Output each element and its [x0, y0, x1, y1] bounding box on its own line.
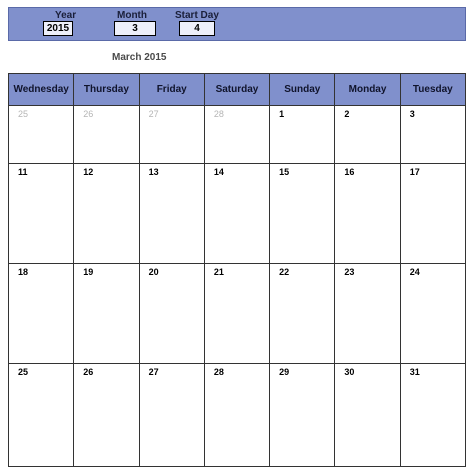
- weekday-header: Friday: [140, 74, 205, 105]
- day-number: 14: [213, 167, 224, 177]
- weekday-header: Saturday: [205, 74, 270, 105]
- day-number: 30: [344, 367, 355, 377]
- day-cell[interactable]: [9, 364, 74, 466]
- weekday-header-row: [9, 74, 465, 106]
- day-number: 27: [148, 367, 159, 377]
- day-number: 18: [18, 267, 29, 277]
- day-cell[interactable]: [205, 164, 270, 263]
- day-number: 23: [344, 267, 355, 277]
- day-number: 28: [213, 367, 224, 377]
- day-cell[interactable]: [401, 106, 465, 163]
- month-title: March 2015: [112, 52, 167, 63]
- day-number: 19: [83, 267, 94, 277]
- day-number: 1: [279, 109, 285, 119]
- day-cell[interactable]: [335, 106, 400, 163]
- weekday-header: Sunday: [270, 74, 335, 105]
- day-cell[interactable]: [401, 364, 465, 466]
- day-number: 31: [409, 367, 420, 377]
- day-cell[interactable]: [270, 364, 335, 466]
- day-cell[interactable]: [140, 264, 205, 363]
- weekday-header: Wednesday: [9, 74, 74, 105]
- day-cell[interactable]: [270, 164, 335, 263]
- day-cell[interactable]: [335, 164, 400, 263]
- day-number: 25: [18, 367, 29, 377]
- day-number: 29: [279, 367, 290, 377]
- day-number: 13: [148, 167, 159, 177]
- day-number: 21: [213, 267, 224, 277]
- day-number: 16: [344, 167, 355, 177]
- week-row: [9, 164, 465, 264]
- day-cell[interactable]: [205, 264, 270, 363]
- start-day-label: Start Day: [175, 10, 219, 21]
- day-number: 26: [83, 109, 94, 119]
- day-number: 26: [83, 367, 94, 377]
- day-cell[interactable]: [270, 106, 335, 163]
- day-number: 20: [148, 267, 159, 277]
- weekday-header: Tuesday: [412, 84, 453, 95]
- day-number: 3: [409, 109, 415, 119]
- day-cell[interactable]: [9, 164, 74, 263]
- day-number: 24: [409, 267, 420, 277]
- day-number: 28: [213, 109, 224, 119]
- calendar-grid: [8, 73, 466, 467]
- day-cell[interactable]: [74, 264, 139, 363]
- day-cell[interactable]: [74, 164, 139, 263]
- month-field[interactable]: 3: [114, 21, 156, 36]
- day-cell[interactable]: [74, 364, 139, 466]
- day-cell[interactable]: [140, 106, 205, 163]
- day-cell[interactable]: [74, 106, 139, 163]
- day-cell[interactable]: [205, 364, 270, 466]
- day-cell[interactable]: [401, 164, 465, 263]
- weekday-header: Monday: [335, 74, 400, 105]
- week-row: [9, 364, 465, 466]
- day-number: 22: [279, 267, 290, 277]
- day-number: 15: [279, 167, 290, 177]
- weekday-header: Thursday: [74, 74, 139, 105]
- day-cell[interactable]: [140, 164, 205, 263]
- day-cell[interactable]: [335, 364, 400, 466]
- year-field[interactable]: 2015: [43, 21, 73, 36]
- day-cell[interactable]: [9, 264, 74, 363]
- day-cell[interactable]: [335, 264, 400, 363]
- day-number: 2: [344, 109, 350, 119]
- day-number: 25: [18, 109, 29, 119]
- day-cell[interactable]: [140, 364, 205, 466]
- day-number: 11: [18, 167, 28, 177]
- day-cell[interactable]: [270, 264, 335, 363]
- year-label: Year: [55, 10, 77, 21]
- day-number: 12: [83, 167, 94, 177]
- week-row: [9, 106, 465, 164]
- start-day-field[interactable]: 4: [179, 21, 215, 36]
- day-number: 17: [409, 167, 420, 177]
- week-row: [9, 264, 465, 364]
- day-cell[interactable]: [401, 264, 465, 363]
- day-cell[interactable]: [205, 106, 270, 163]
- day-cell[interactable]: [9, 106, 74, 163]
- control-band: [8, 7, 466, 41]
- month-label: Month: [117, 10, 147, 21]
- day-number: 27: [148, 109, 159, 119]
